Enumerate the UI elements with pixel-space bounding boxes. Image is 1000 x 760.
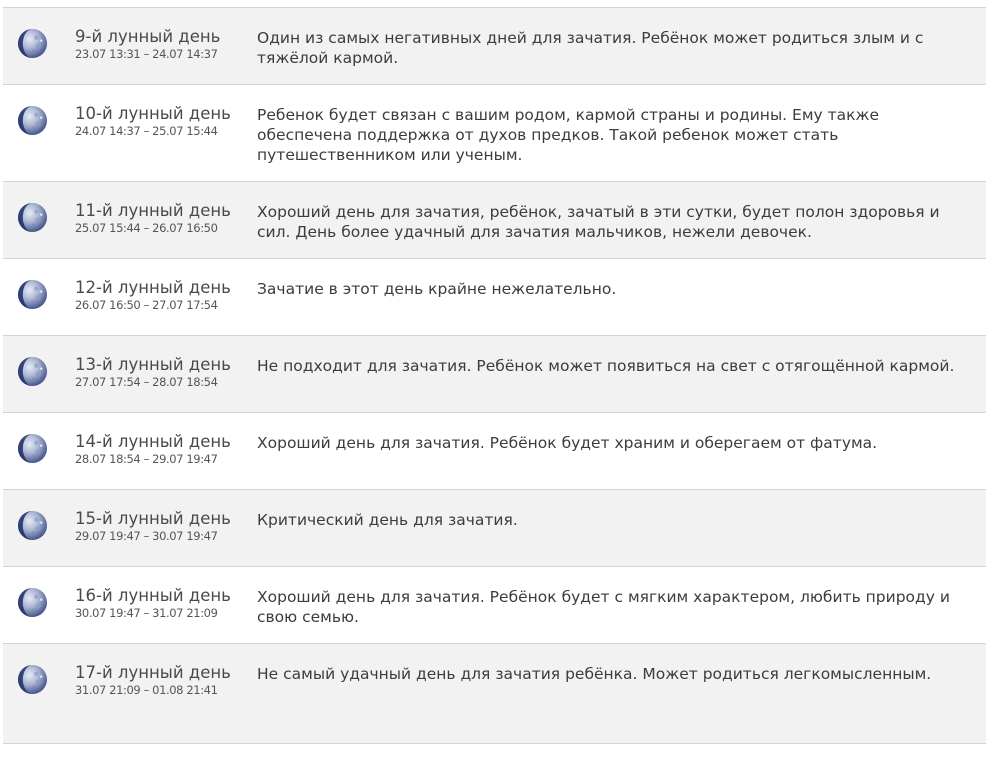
day-description: Критический день для зачатия. [257, 511, 518, 529]
day-dates: 23.07 13:31 – 24.07 14:37 [75, 47, 218, 61]
day-description: Не самый удачный день для зачатия ребёнка. Может родиться легкомысленным. [257, 665, 932, 683]
moon-icon [17, 279, 48, 310]
day-dates: 26.07 16:50 – 27.07 17:54 [75, 298, 218, 312]
day-cell [75, 432, 250, 466]
table-row [3, 85, 986, 182]
table-row [3, 336, 986, 413]
moon-icon [17, 28, 48, 59]
day-cell [75, 27, 250, 61]
moon-icon [17, 356, 48, 387]
day-title: 17-й лунный день [75, 663, 231, 682]
day-description: Один из самых негативных дней для зачатия. Ребёнок может родиться злым и с тяжёлой кармой. [257, 29, 924, 67]
day-description: Не подходит для зачатия. Ребёнок может появиться на свет с отягощённой кармой. [257, 357, 955, 375]
day-dates: 31.07 21:09 – 01.08 21:41 [75, 683, 218, 697]
day-title: 10-й лунный день [75, 104, 231, 123]
moon-icon [17, 587, 48, 618]
day-description: Ребенок будет связан с вашим родом, кармой страны и родины. Ему также обеспечена поддержка от духов предков. Такой ребенок может стать путешественником или ученым. [257, 106, 880, 164]
day-title: 15-й лунный день [75, 509, 231, 528]
table-row [3, 8, 986, 85]
day-dates: 25.07 15:44 – 26.07 16:50 [75, 221, 218, 235]
moon-icon [17, 202, 48, 233]
day-title: 14-й лунный день [75, 432, 231, 451]
day-cell [75, 278, 250, 312]
table-row [3, 182, 986, 259]
day-description: Хороший день для зачатия. Ребёнок будет с мягким характером, любить природу и свою семью. [257, 588, 950, 626]
day-dates: 28.07 18:54 – 29.07 19:47 [75, 452, 218, 466]
day-cell [75, 663, 250, 697]
table-row [3, 259, 986, 336]
day-dates: 30.07 19:47 – 31.07 21:09 [75, 606, 218, 620]
moon-icon [17, 510, 48, 541]
moon-icon [17, 433, 48, 464]
day-dates: 27.07 17:54 – 28.07 18:54 [75, 375, 218, 389]
table-row [3, 644, 986, 744]
day-cell [75, 509, 250, 543]
day-dates: 24.07 14:37 – 25.07 15:44 [75, 124, 218, 138]
moon-icon [17, 105, 48, 136]
lunar-days-table [3, 7, 986, 744]
day-title: 9-й лунный день [75, 27, 221, 46]
day-title: 13-й лунный день [75, 355, 231, 374]
day-dates: 29.07 19:47 – 30.07 19:47 [75, 529, 218, 543]
day-cell [75, 355, 250, 389]
table-row [3, 567, 986, 644]
table-row [3, 413, 986, 490]
day-title: 11-й лунный день [75, 201, 231, 220]
day-cell [75, 586, 250, 620]
day-cell [75, 201, 250, 235]
day-description: Зачатие в этот день крайне нежелательно. [257, 280, 617, 298]
day-title: 12-й лунный день [75, 278, 231, 297]
day-description: Хороший день для зачатия. Ребёнок будет храним и оберегаем от фатума. [257, 434, 878, 452]
moon-icon [17, 664, 48, 695]
day-cell [75, 104, 250, 138]
table-row [3, 490, 986, 567]
day-title: 16-й лунный день [75, 586, 231, 605]
day-description: Хороший день для зачатия, ребёнок, зачатый в эти сутки, будет полон здоровья и сил. День более удачный для зачатия мальчиков, нежели девочек. [257, 203, 940, 241]
